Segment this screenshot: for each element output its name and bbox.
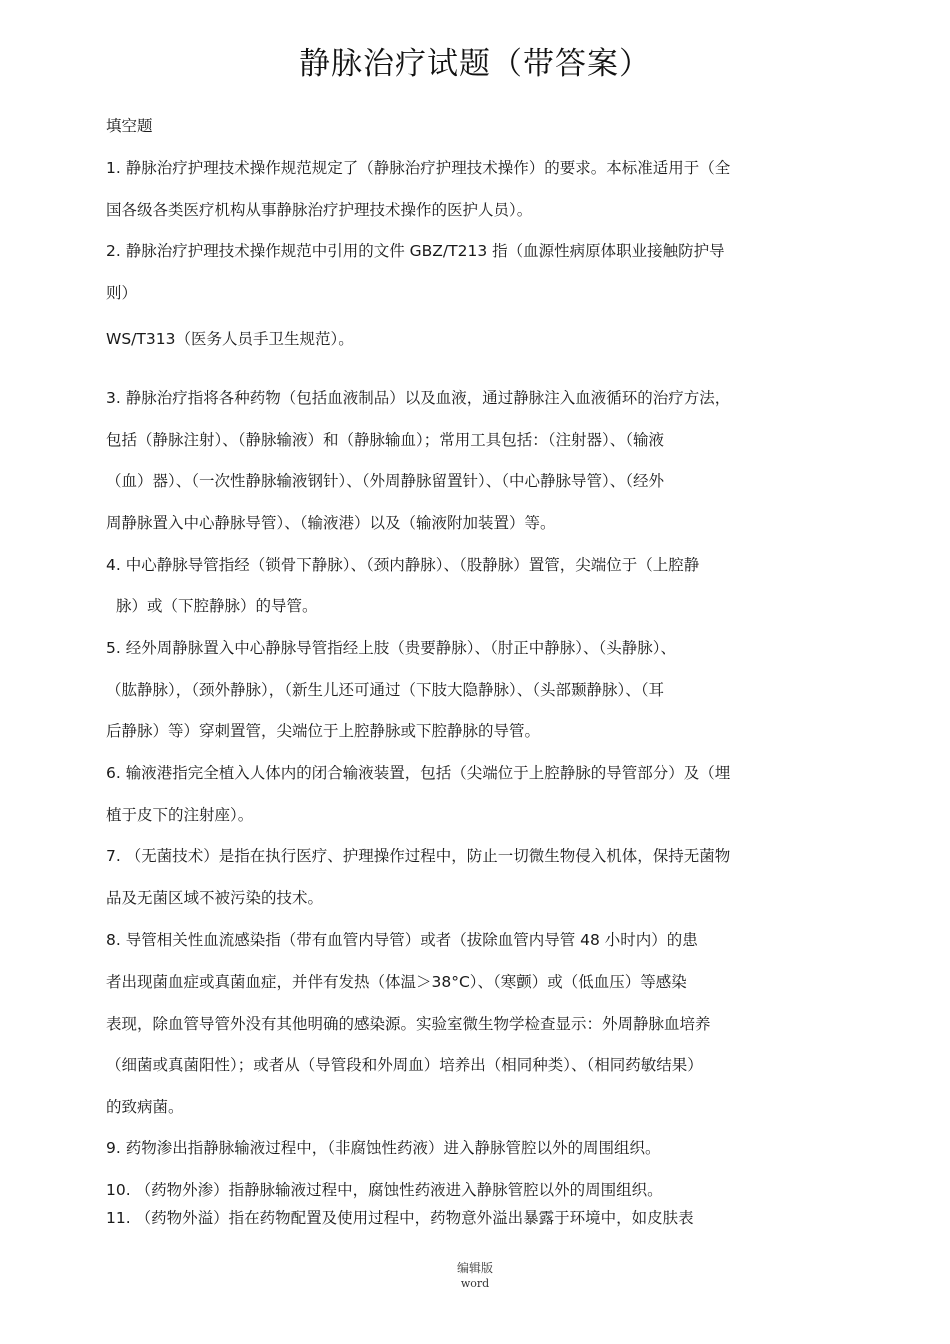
text-line: 2. 静脉治疗护理技术操作规范中引用的文件 GBZ/T213 指（血源性病原体职业接触防护导 (106, 242, 725, 260)
text-line: 8. 导管相关性血流感染指（带有血管内导管）或者（拔除血管内导管 48 小时内）的患 (106, 931, 698, 949)
text-line: 的致病菌。 (106, 1098, 184, 1116)
footer-sublabel: word (460, 1277, 490, 1290)
text-line: 国各级各类医疗机构从事静脉治疗护理技术操作的医护人员）。 (106, 201, 533, 219)
text-line: 11. （药物外溢）指在药物配置及使用过程中，药物意外溢出暴露于环境中，如皮肤表 (106, 1209, 694, 1227)
text-line: 5. 经外周静脉置入中心静脉导管指经上肢（贵要静脉）、（肘正中静脉）、（头静脉）、 (106, 639, 676, 657)
footer-label: 编辑版 (456, 1261, 493, 1275)
text-line: 9. 药物渗出指静脉输液过程中，（非腐蚀性药液）进入静脉管腔以外的周围组织。 (106, 1139, 661, 1157)
text-line: WS/T313（医务人员手卫生规范）。 (106, 330, 354, 348)
text-line: 4. 中心静脉导管指经（锁骨下静脉）、（颈内静脉）、（股静脉）置管，尖端位于（上腔静 (106, 556, 700, 574)
text-line: 1. 静脉治疗护理技术操作规范规定了（静脉治疗护理技术操作）的要求。本标准适用于（全 (106, 159, 731, 177)
document-title: 静脉治疗试题（带答案） (299, 46, 651, 82)
text-line: （细菌或真菌阳性）；或者从（导管段和外周血）培养出（相同种类）、（相同药敏结果） (106, 1056, 703, 1074)
text-line: 脉）或（下腔静脉）的导管。 (116, 597, 318, 615)
text-line: 者出现菌血症或真菌血症，并伴有发热（体温＞38°C）、（寒颤）或（低血压）等感染 (106, 973, 687, 991)
text-line: 7. （无菌技术）是指在执行医疗、护理操作过程中，防止一切微生物侵入机体，保持无菌物 (106, 847, 731, 865)
text-line: 3. 静脉治疗指将各种药物（包括血液制品）以及血液，通过静脉注入血液循环的治疗方法， (106, 389, 731, 407)
text-line: （肱静脉），（颈外静脉），（新生儿还可通过（下肢大隐静脉）、（头部颞静脉）、（耳 (106, 681, 665, 699)
text-line: 植于皮下的注射座）。 (106, 806, 254, 824)
text-line: 周静脉置入中心静脉导管）、（输液港）以及（输液附加装置）等。 (106, 514, 556, 532)
text-line: 10. （药物外渗）指静脉输液过程中，腐蚀性药液进入静脉管腔以外的周围组织。 (106, 1181, 663, 1199)
text-line: 则） (106, 284, 138, 302)
text-line: 后静脉）等）穿刺置管，尖端位于上腔静脉或下腔静脉的导管。 (106, 722, 541, 740)
text-line: 包括（静脉注射）、（静脉输液）和（静脉输血）；常用工具包括：（注射器）、（输液 (106, 431, 665, 449)
text-line: 品及无菌区域不被污染的技术。 (106, 889, 324, 907)
text-line: 表现，除血管导管外没有其他明确的感染源。实验室微生物学检查显示：外周静脉血培养 (106, 1015, 711, 1033)
text-line: （血）器）、（一次性静脉输液钢针）、（外周静脉留置针）、（中心静脉导管）、（经外 (106, 472, 665, 490)
section-heading: 填空题 (106, 117, 153, 135)
text-line: 6. 输液港指完全植入人体内的闭合输液装置，包括（尖端位于上腔静脉的导管部分）及（埋 (106, 764, 731, 782)
